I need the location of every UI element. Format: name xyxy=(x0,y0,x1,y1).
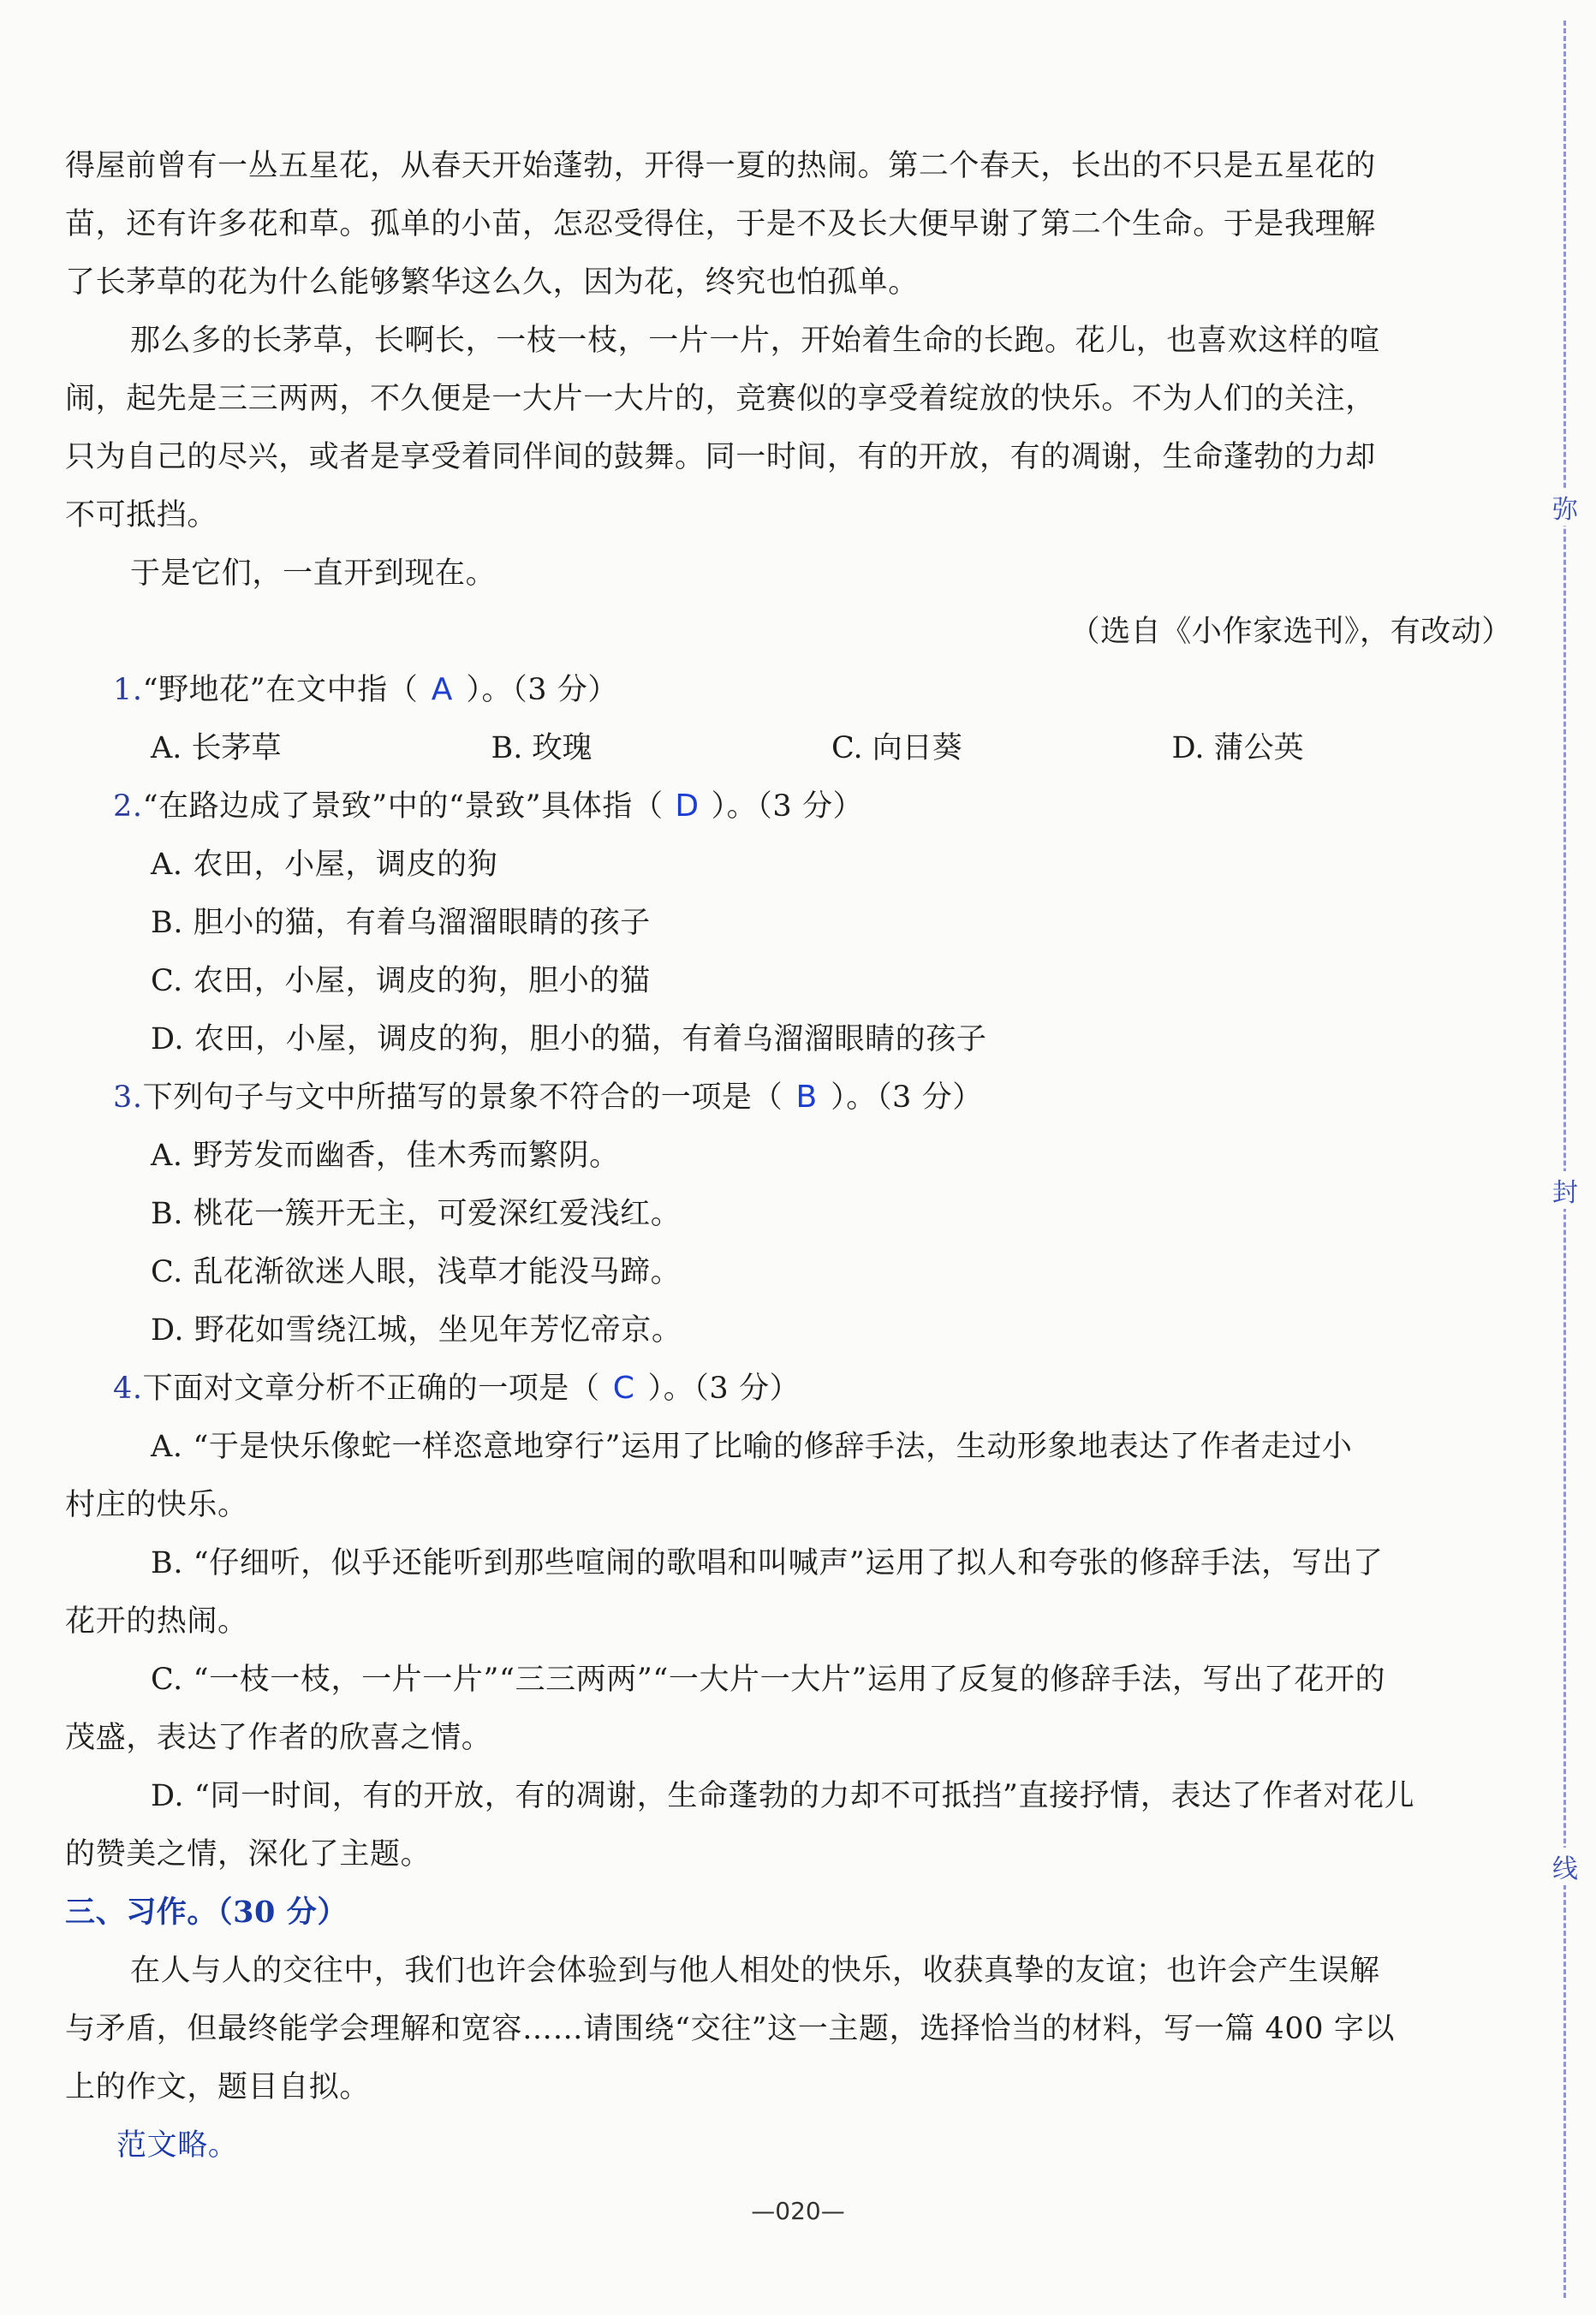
binding-mark-mi: 弥 xyxy=(1541,488,1589,526)
question-stem: 1.“野地花”在文中指（ A ）。（3 分） xyxy=(65,661,1512,719)
page-number: —020— xyxy=(751,2197,845,2225)
binding-mark-xian: 线 xyxy=(1541,1848,1589,1885)
question-number: 1. xyxy=(113,673,143,707)
writing-prompt-line: 与矛盾，但最终能学会理解和宽容……请围绕“交往”这一主题，选择恰当的材料，写一篇 400 字以 xyxy=(65,2012,1396,2046)
option-a-line1: A. “于是快乐像蛇一样恣意地穿行”运用了比喻的修辞手法，生动形象地表达了作者走过小 xyxy=(151,1430,1353,1464)
option-d-line1: D. “同一时间，有的开放，有的凋谢，生命蓬勃的力却不可抵挡”直接抒情，表达了作者对花儿 xyxy=(151,1779,1415,1813)
option-c: C. 农田，小屋，调皮的狗，胆小的猫 xyxy=(151,964,651,998)
option-row xyxy=(65,719,1512,777)
binding-dashed-line xyxy=(1563,21,1566,2298)
binding-mark-feng: 封 xyxy=(1541,1171,1589,1209)
passage-line: 于是它们，一直开到现在。 xyxy=(130,556,497,591)
answer-mark: B xyxy=(795,1080,818,1115)
answer-mark: A xyxy=(431,672,453,707)
section-title: 三、习作。（30 分） xyxy=(65,1895,348,1930)
question-number: 3. xyxy=(113,1080,143,1115)
option-a: A. 长茅草 xyxy=(151,731,282,765)
option-b: B. 玫瑰 xyxy=(491,731,593,765)
question-4 xyxy=(65,1360,1512,1884)
passage-line: 那么多的长茅草，长啊长，一枝一枝，一片一片，开始着生命的长跑。花儿，也喜欢这样的喧 xyxy=(130,324,1380,358)
answer-mark: D xyxy=(675,789,700,824)
worksheet-content xyxy=(65,137,1512,2175)
option-c-line1: C. “一枝一枝，一片一片”“三三两两”“一大片一大片”运用了反复的修辞手法，写出了花开的 xyxy=(151,1663,1386,1697)
question-stem: 4.下面对文章分析不正确的一项是（ C ）。（3 分） xyxy=(65,1360,1512,1418)
option-d: D. 蒲公英 xyxy=(1171,731,1304,765)
question-number: 4. xyxy=(113,1372,143,1406)
passage-line: 只为自己的尽兴，或者是享受着同伴间的鼓舞。同一时间，有的开放，有的凋谢，生命蓬勃的力却 xyxy=(65,440,1376,474)
passage-line: 得屋前曾有一丛五星花，从春天开始蓬勃，开得一夏的热闹。第二个春天，长出的不只是五星花的 xyxy=(65,149,1376,183)
question-number: 2. xyxy=(113,789,143,824)
option-b-line1: B. “仔细听，似乎还能听到那些喧闹的歌唱和叫喊声”运用了拟人和夸张的修辞手法，写出了 xyxy=(151,1546,1384,1580)
passage-line: 了长茅草的花为什么能够繁华这么久，因为花，终究也怕孤单。 xyxy=(65,265,919,300)
option-b: B. 桃花一簇开无主，可爱深红爱浅红。 xyxy=(151,1197,682,1231)
option-c-line2: 茂盛，表达了作者的欣喜之情。 xyxy=(65,1721,492,1755)
option-b: B. 胆小的猫，有着乌溜溜眼睛的孩子 xyxy=(151,906,651,940)
question-1 xyxy=(65,661,1512,777)
option-d: D. 农田，小屋，调皮的狗，胆小的猫，有着乌溜溜眼睛的孩子 xyxy=(151,1022,987,1056)
writing-prompt-line: 上的作文，题目自拟。 xyxy=(65,2070,371,2104)
passage-line: 苗，还有许多花和草。孤单的小苗，怎忍受得住，于是不及长大便早谢了第二个生命。于是我理解 xyxy=(65,207,1376,241)
question-3 xyxy=(65,1068,1512,1360)
passage-source: （选自《小作家选刊》，有改动） xyxy=(1069,615,1512,649)
section-writing xyxy=(65,1884,1512,2175)
option-a: A. 野芳发而幽香，佳木秀而繁阴。 xyxy=(151,1139,620,1173)
passage-line: 不可抵挡。 xyxy=(65,498,218,533)
sample-essay-note: 范文略。 xyxy=(116,2128,239,2163)
passage-line: 闹，起先是三三两两，不久便是一大片一大片的，竞赛似的享受着绽放的快乐。不为人们的关注， xyxy=(65,382,1376,416)
option-d-line2: 的赞美之情，深化了主题。 xyxy=(65,1837,432,1872)
option-a-line2: 村庄的快乐。 xyxy=(65,1488,248,1522)
option-a: A. 农田，小屋，调皮的狗 xyxy=(151,848,498,882)
option-d: D. 野花如雪绕江城，坐见年芳忆帝京。 xyxy=(151,1313,682,1348)
reading-passage xyxy=(65,137,1512,661)
writing-prompt-line: 在人与人的交往中，我们也许会体验到与他人相处的快乐，收获真挚的友谊；也许会产生误解 xyxy=(130,1954,1380,1988)
option-c: C. 向日葵 xyxy=(831,731,962,765)
answer-mark: C xyxy=(612,1371,635,1406)
question-stem: 3.下列句子与文中所描写的景象不符合的一项是（ B ）。（3 分） xyxy=(65,1068,1512,1127)
option-c: C. 乱花渐欲迷人眼，浅草才能没马蹄。 xyxy=(151,1255,682,1289)
question-2 xyxy=(65,777,1512,1068)
question-stem: 2.“在路边成了景致”中的“景致”具体指（ D ）。（3 分） xyxy=(65,777,1512,836)
option-b-line2: 花开的热闹。 xyxy=(65,1604,248,1639)
